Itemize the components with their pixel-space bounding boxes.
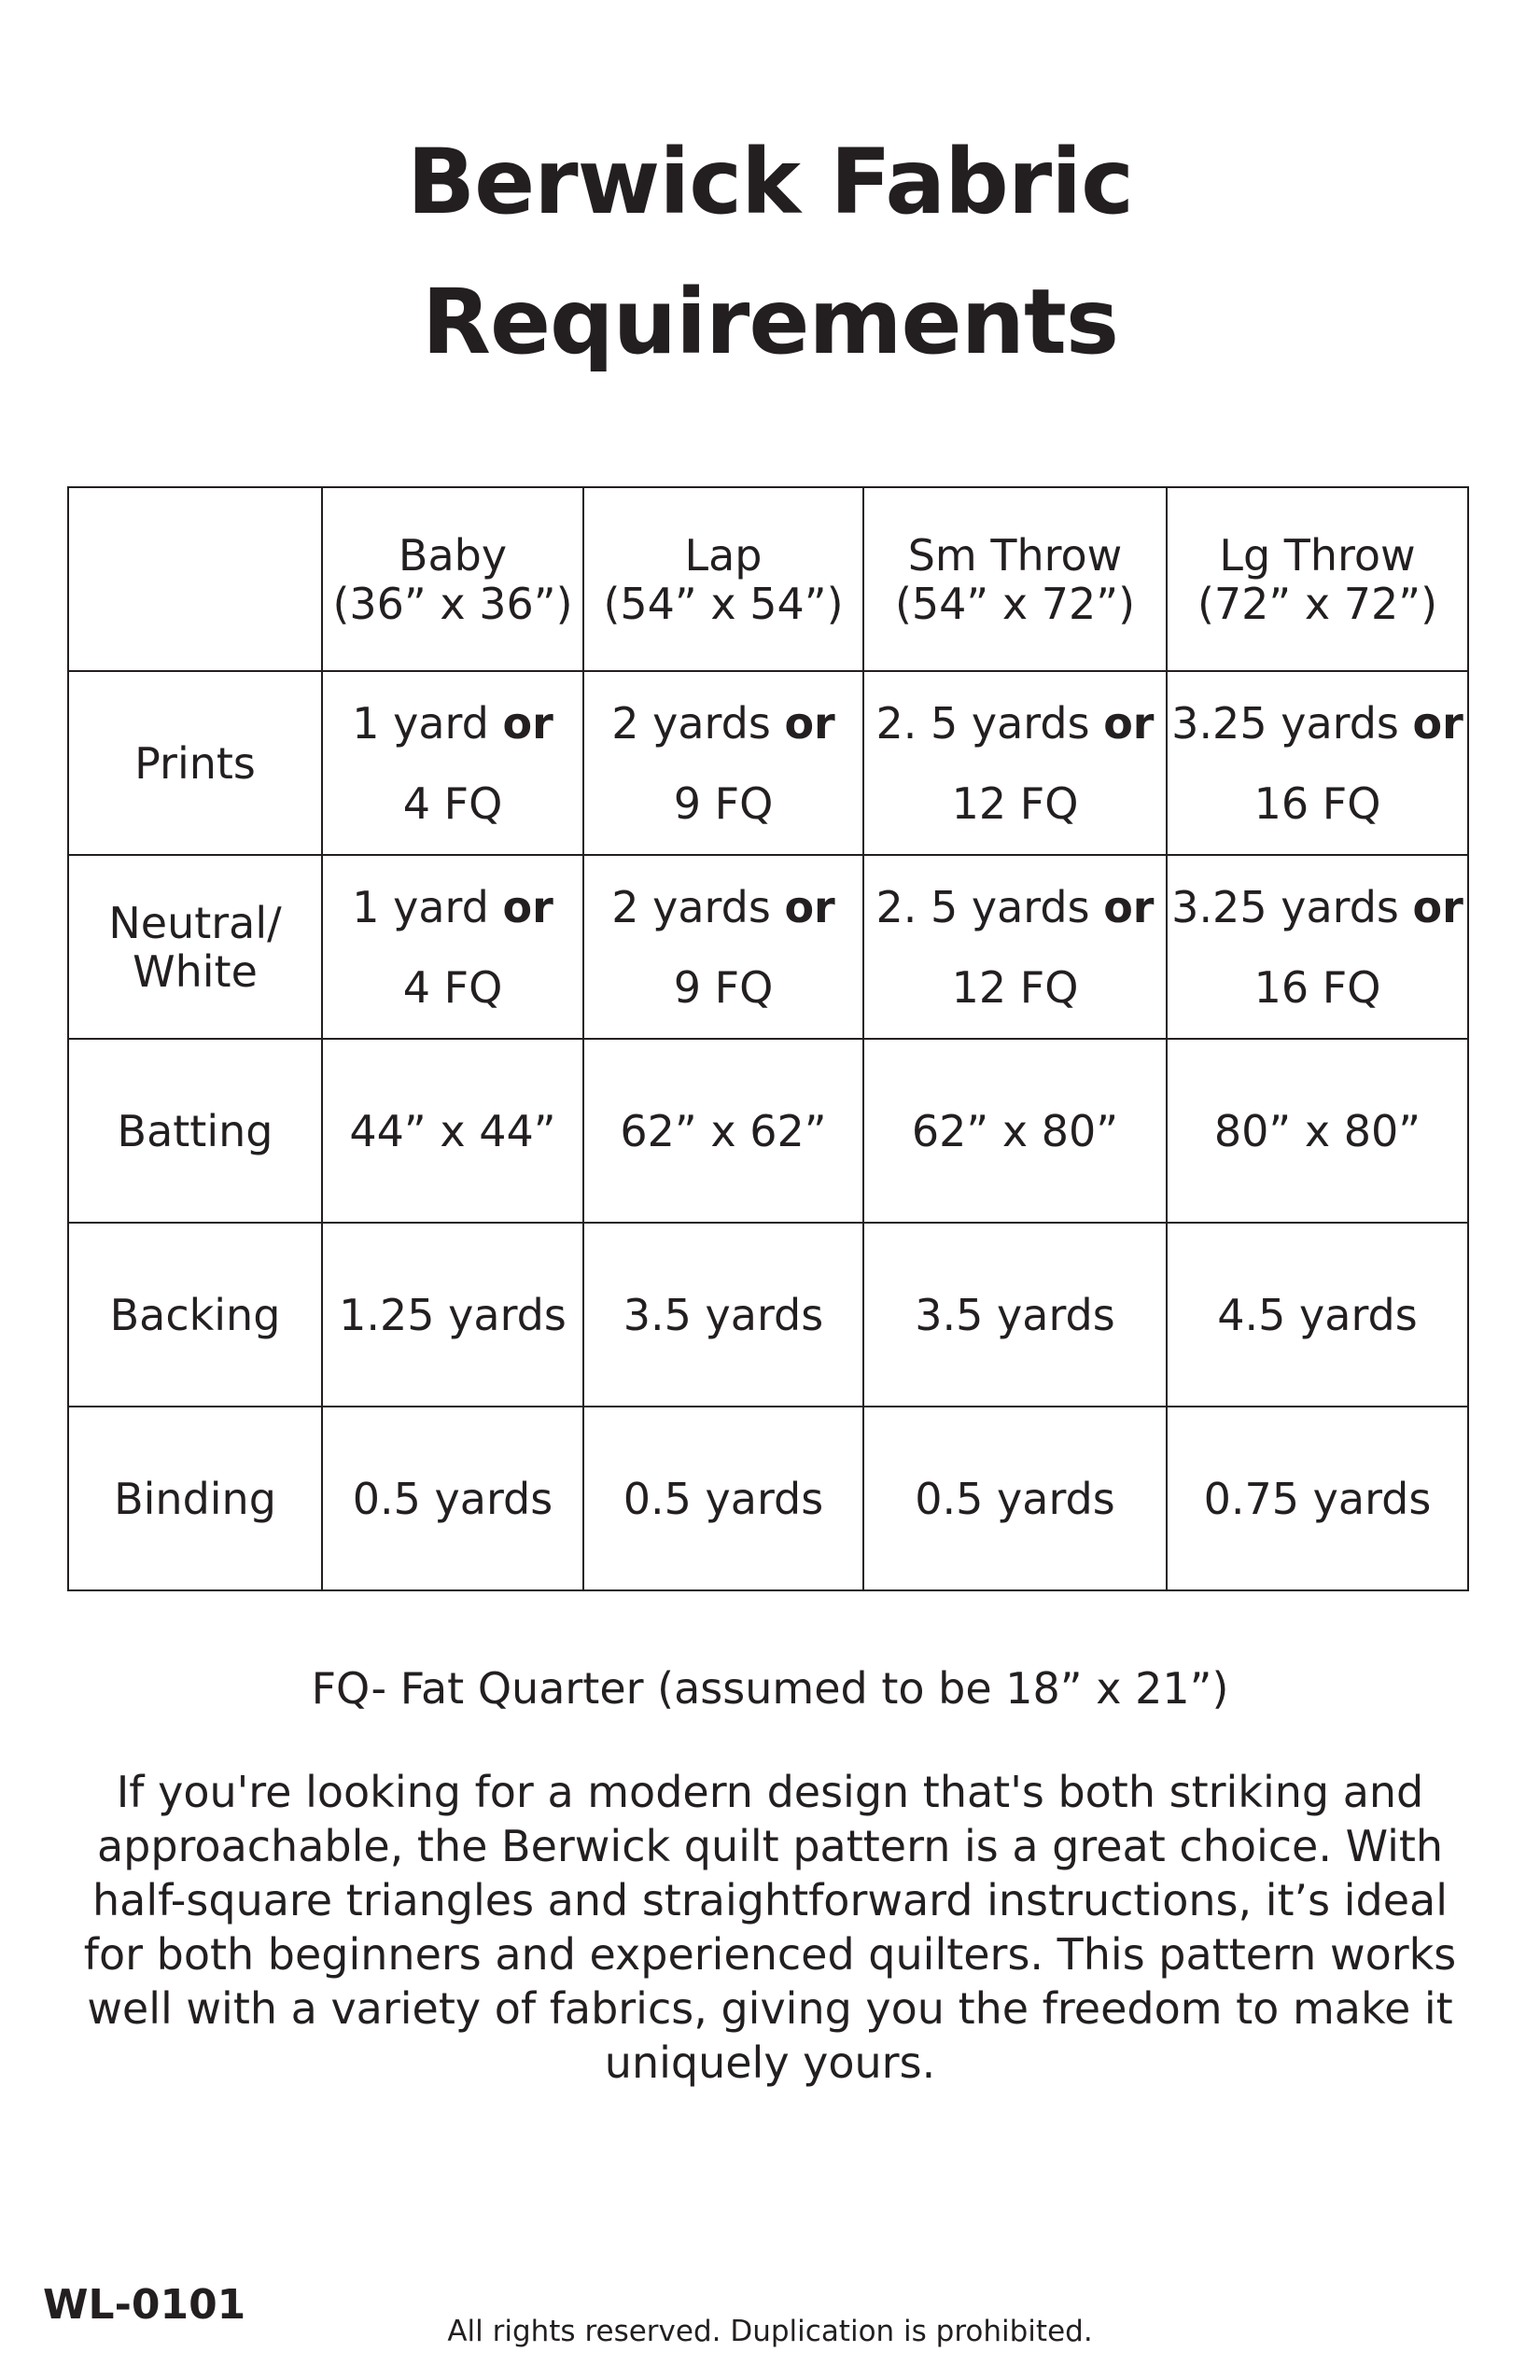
table-cell	[1167, 671, 1468, 855]
column-header-size: (54” x 72”)	[894, 578, 1136, 629]
yardage-text: 1 yard	[352, 697, 489, 749]
table-cell	[863, 671, 1167, 855]
table-cell: 0.5 yards	[322, 1407, 583, 1590]
page-title-line-2: Requirements	[422, 270, 1118, 374]
yardage-text: 2 yards	[611, 881, 771, 932]
fabric-requirements-table	[67, 486, 1469, 1591]
column-header-sm-throw	[863, 487, 1167, 671]
fat-quarter-text: 4 FQ	[402, 961, 503, 1013]
description-line: half-square triangles and straightforward instructions, it’s ideal	[92, 1875, 1448, 1925]
table-cell: 0.75 yards	[1167, 1407, 1468, 1590]
yardage-text: 3.25 yards	[1171, 881, 1399, 932]
row-header-prints: Prints	[68, 671, 322, 855]
yardage-text: 3.25 yards	[1171, 697, 1399, 749]
or-text: or	[784, 881, 835, 932]
description-line: If you're looking for a modern design that's both striking and	[116, 1767, 1424, 1817]
table-corner-cell	[68, 487, 322, 671]
column-header-size: (54” x 54”)	[603, 578, 844, 629]
column-header-name: Sm Throw	[907, 529, 1123, 581]
or-text: or	[1412, 881, 1463, 932]
table-cell	[322, 671, 583, 855]
table-row-binding	[68, 1407, 1468, 1590]
or-text: or	[1103, 881, 1155, 932]
row-header-backing: Backing	[68, 1223, 322, 1407]
fat-quarter-text: 16 FQ	[1253, 961, 1381, 1013]
page-title-line-1: Berwick Fabric	[407, 130, 1133, 234]
column-header-lg-throw	[1167, 487, 1468, 671]
table-cell: 62” x 62”	[583, 1039, 863, 1223]
table-cell: 0.5 yards	[583, 1407, 863, 1590]
table-cell	[322, 855, 583, 1039]
table-cell: 4.5 yards	[1167, 1223, 1468, 1407]
column-header-name: Baby	[398, 529, 508, 581]
description-line: uniquely yours.	[604, 2037, 936, 2088]
description-line: for both beginners and experienced quilters. This pattern works	[83, 1929, 1457, 1980]
table-cell: 44” x 44”	[322, 1039, 583, 1223]
row-header-line-2: White	[133, 945, 258, 997]
fat-quarter-text: 9 FQ	[673, 777, 774, 829]
column-header-name: Lap	[684, 529, 763, 581]
fat-quarter-text: 16 FQ	[1253, 777, 1381, 829]
table-cell: 80” x 80”	[1167, 1039, 1468, 1223]
table-cell	[863, 855, 1167, 1039]
or-text: or	[502, 881, 553, 932]
table-cell	[583, 671, 863, 855]
table-row-batting	[68, 1039, 1468, 1223]
pattern-code: WL-0101	[43, 2281, 246, 2329]
fat-quarter-footnote: FQ- Fat Quarter (assumed to be 18” x 21”)	[311, 1663, 1229, 1714]
yardage-text: 2. 5 yards	[875, 697, 1090, 749]
table-cell: 3.5 yards	[863, 1223, 1167, 1407]
description-line: approachable, the Berwick quilt pattern is a great choice. With	[96, 1821, 1444, 1871]
table-row-prints	[68, 671, 1468, 855]
fat-quarter-text: 12 FQ	[951, 961, 1079, 1013]
pattern-description	[56, 1765, 1484, 2090]
column-header-size: (36” x 36”)	[332, 578, 573, 629]
row-header-line-1: Neutral/	[108, 897, 282, 948]
column-header-name: Lg Throw	[1219, 529, 1416, 581]
table-cell: 1.25 yards	[322, 1223, 583, 1407]
row-header-binding: Binding	[68, 1407, 322, 1590]
or-text: or	[1103, 697, 1155, 749]
fat-quarter-text: 12 FQ	[951, 777, 1079, 829]
column-header-baby	[322, 487, 583, 671]
table-header-row	[68, 487, 1468, 671]
row-header-batting: Batting	[68, 1039, 322, 1223]
table-cell: 62” x 80”	[863, 1039, 1167, 1223]
row-header-neutral-white	[68, 855, 322, 1039]
table-row-backing	[68, 1223, 1468, 1407]
table-cell: 3.5 yards	[583, 1223, 863, 1407]
description-line: well with a variety of fabrics, giving you the freedom to make it	[87, 1983, 1453, 2034]
fat-quarter-text: 9 FQ	[673, 961, 774, 1013]
table-cell: 0.5 yards	[863, 1407, 1167, 1590]
or-text: or	[784, 697, 835, 749]
table-row-neutral-white	[68, 855, 1468, 1039]
yardage-text: 2 yards	[611, 697, 771, 749]
copyright-notice: All rights reserved. Duplication is prohibited.	[447, 2315, 1093, 2348]
table-cell	[1167, 855, 1468, 1039]
page-title	[0, 112, 1540, 392]
column-header-size: (72” x 72”)	[1197, 578, 1438, 629]
fat-quarter-text: 4 FQ	[402, 777, 503, 829]
or-text: or	[502, 697, 553, 749]
table-cell	[583, 855, 863, 1039]
or-text: or	[1412, 697, 1463, 749]
yardage-text: 1 yard	[352, 881, 489, 932]
yardage-text: 2. 5 yards	[875, 881, 1090, 932]
column-header-lap	[583, 487, 863, 671]
